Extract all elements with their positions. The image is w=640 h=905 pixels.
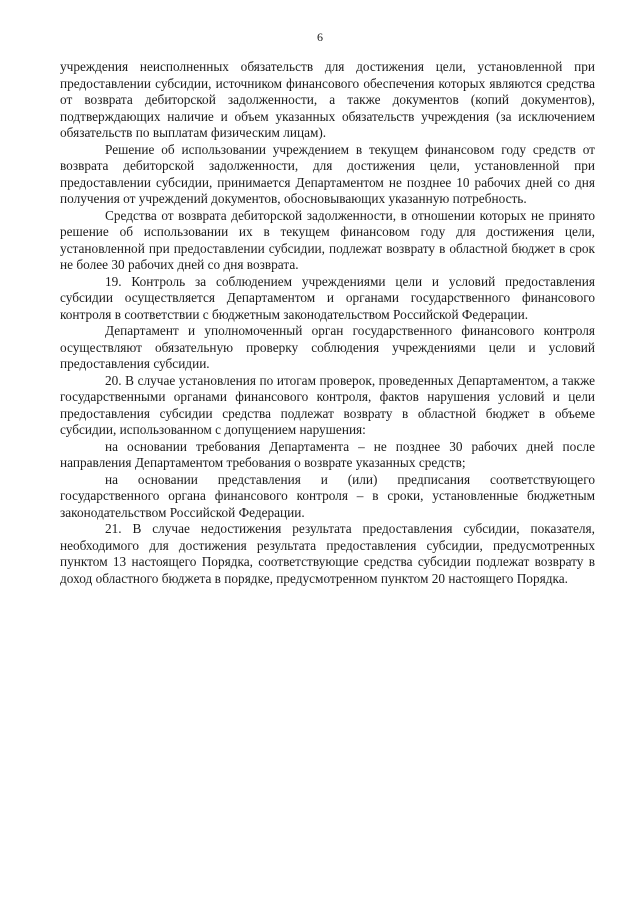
paragraph-item-19: 19. Контроль за соблюдением учреждениями цели и условий предоставления субсидии осуществляется Департаментом и органами государственного финансового контроля в соответствии с бюджетным законодательством Российской Федерации. [60, 273, 595, 322]
paragraph-receivables-return: Средства от возврата дебиторской задолженности, в отношении которых не принято решение об использовании их в текущем финансовом году для достижения цели, установленной при предоставлении субсидии, подлежат возврату в областной бюджет в срок не более 30 рабочих дней со дня возврата. [60, 207, 595, 272]
paragraph-decision: Решение об использовании учреждением в текущем финансовом году средств от возврата дебиторской задолженности, для достижения цели, установленной при предоставлении субсидии, принимается Департаментом не позднее 10 рабочих дней со дня получения от учреждений документов, обосновывающих указанную потребность. [60, 141, 595, 206]
paragraph-item-20: 20. В случае установления по итогам проверок, проведенных Департаментом, а также государственными органами финансового контроля, фактов нарушения условий и цели предоставления субсидии средства подлежат возврату в областной бюджет в объеме субсидии, использованном с допущением нарушения: [60, 372, 595, 437]
paragraph-continuation: учреждения неисполненных обязательств для достижения цели, установленной при предоставлении субсидии, источником финансового обеспечения которых являются средства от возврата дебиторской задолженности, а также документов (копий документов), подтверждающих наличие и объем указанных обязательств учреждения (за исключением обязательств по выплатам физическим лицам). [60, 59, 595, 140]
paragraph-mandatory-check: Департамент и уполномоченный орган государственного финансового контроля осуществляют обязательную проверку соблюдения учреждениями цели и условий предоставления субсидии. [60, 323, 595, 371]
paragraph-prescription: на основании представления и (или) предписания соответствующего государственного органа финансового контроля – в сроки, установленные бюджетным законодательством Российской Федерации. [60, 471, 595, 520]
paragraph-requirement: на основании требования Департамента – не позднее 30 рабочих дней после направления Департаментом требования о возврате указанных средств; [60, 438, 595, 470]
paragraph-item-21: 21. В случае недостижения результата предоставления субсидии, показателя, необходимого для достижения результата предоставления субсидии, предусмотренных пунктом 13 настоящего Порядка, соответствующие средства субсидии подлежат возврату в доход областного бюджета в порядке, предусмотренном пунктом 20 настоящего Порядка. [60, 521, 595, 586]
page-number: 6 [317, 30, 323, 44]
document-body [60, 59, 595, 587]
